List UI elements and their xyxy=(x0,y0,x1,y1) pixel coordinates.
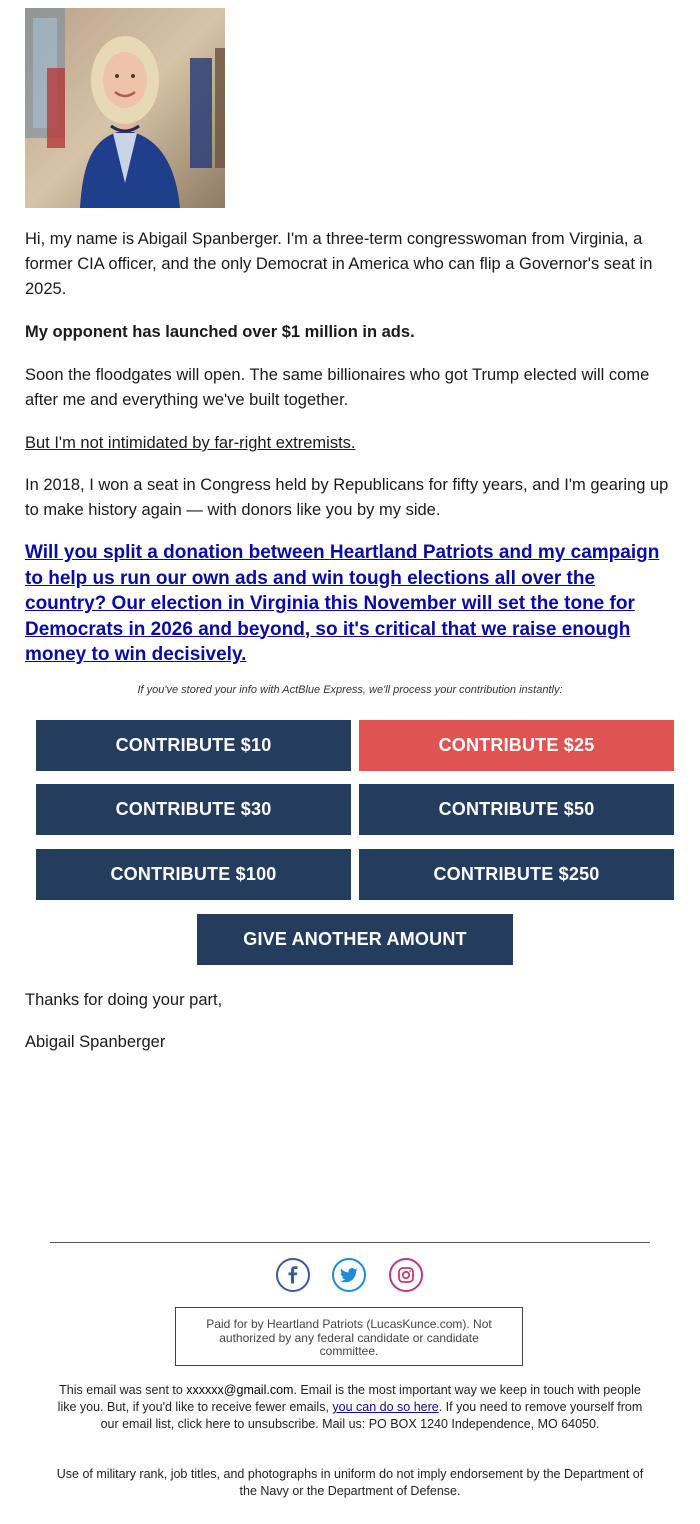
footer-sent-to-prefix: This email was sent to xyxy=(59,1383,187,1397)
footer-middle-text: . Email is the most important way we keep in touch with people like you. But, if you'd like to receive fewer emails, xyxy=(57,1383,641,1414)
footer-divider xyxy=(50,1242,650,1243)
instagram-icon[interactable] xyxy=(389,1258,423,1292)
contribute-30-button[interactable]: CONTRIBUTE $30 xyxy=(36,784,351,835)
contribute-10-button[interactable]: CONTRIBUTE $10 xyxy=(36,720,351,771)
history-paragraph: In 2018, I won a seat in Congress held by Republicans for fifty years, and I'm gearing up to make history again — with donors like you by my side. xyxy=(25,476,669,519)
military-disclaimer: Use of military rank, job titles, and photographs in uniform do not imply endorsement by the Department of the Navy or the Department of Defense. xyxy=(56,1467,644,1498)
opponent-paragraph: My opponent has launched over $1 million in ads. xyxy=(25,323,415,341)
signature: Abigail Spanberger xyxy=(25,1033,166,1051)
fewer-emails-link[interactable]: you can do so here xyxy=(332,1400,439,1414)
contribute-50-button[interactable]: CONTRIBUTE $50 xyxy=(359,784,674,835)
give-another-amount-button[interactable]: GIVE ANOTHER AMOUNT xyxy=(197,914,513,965)
contribute-250-button[interactable]: CONTRIBUTE $250 xyxy=(359,849,674,900)
twitter-icon[interactable] xyxy=(332,1258,366,1292)
contribute-100-button[interactable]: CONTRIBUTE $100 xyxy=(36,849,351,900)
header-photo-wrap xyxy=(25,8,675,208)
recipient-email: xxxxxx@gmail.com xyxy=(186,1383,294,1397)
intro-paragraph: Hi, my name is Abigail Spanberger. I'm a three-term congresswoman from Virginia, a former CIA officer, and the only Democrat in America who can flip a Governor's seat in 2025. xyxy=(25,230,653,298)
facebook-icon[interactable] xyxy=(276,1258,310,1292)
donation-cta-link[interactable]: Will you split a donation between Heartland Patriots and my campaign to help us run our own ads and win tough elections all over the country? Our election in Virginia this November will set the tone for Democrats in 2026 and beyond, so it's critical that we raise enough money to win decisively. xyxy=(25,542,660,665)
contribute-25-button[interactable]: CONTRIBUTE $25 xyxy=(359,720,674,771)
floodgates-paragraph: Soon the floodgates will open. The same billionaires who got Trump elected will come after me and everything we've built together. xyxy=(25,366,650,409)
portrait-photo xyxy=(25,8,225,208)
footer-suffix-text: . If you need to remove yourself from our email list, click here to unsubscribe. Mail us: PO BOX 1240 Independence, MO 64050. xyxy=(100,1400,643,1431)
paid-for-disclaimer: Paid for by Heartland Patriots (LucasKunce.com). Not authorized by any federal candidate or candidate committee. xyxy=(175,1307,523,1366)
closing-thanks: Thanks for doing your part, xyxy=(25,991,223,1009)
footer-text xyxy=(50,1382,650,1433)
not-intimidated-paragraph: But I'm not intimidated by far-right extremists. xyxy=(25,434,356,452)
actblue-express-note: If you've stored your info with ActBlue Express, we'll process your contribution instantly: xyxy=(137,684,563,696)
